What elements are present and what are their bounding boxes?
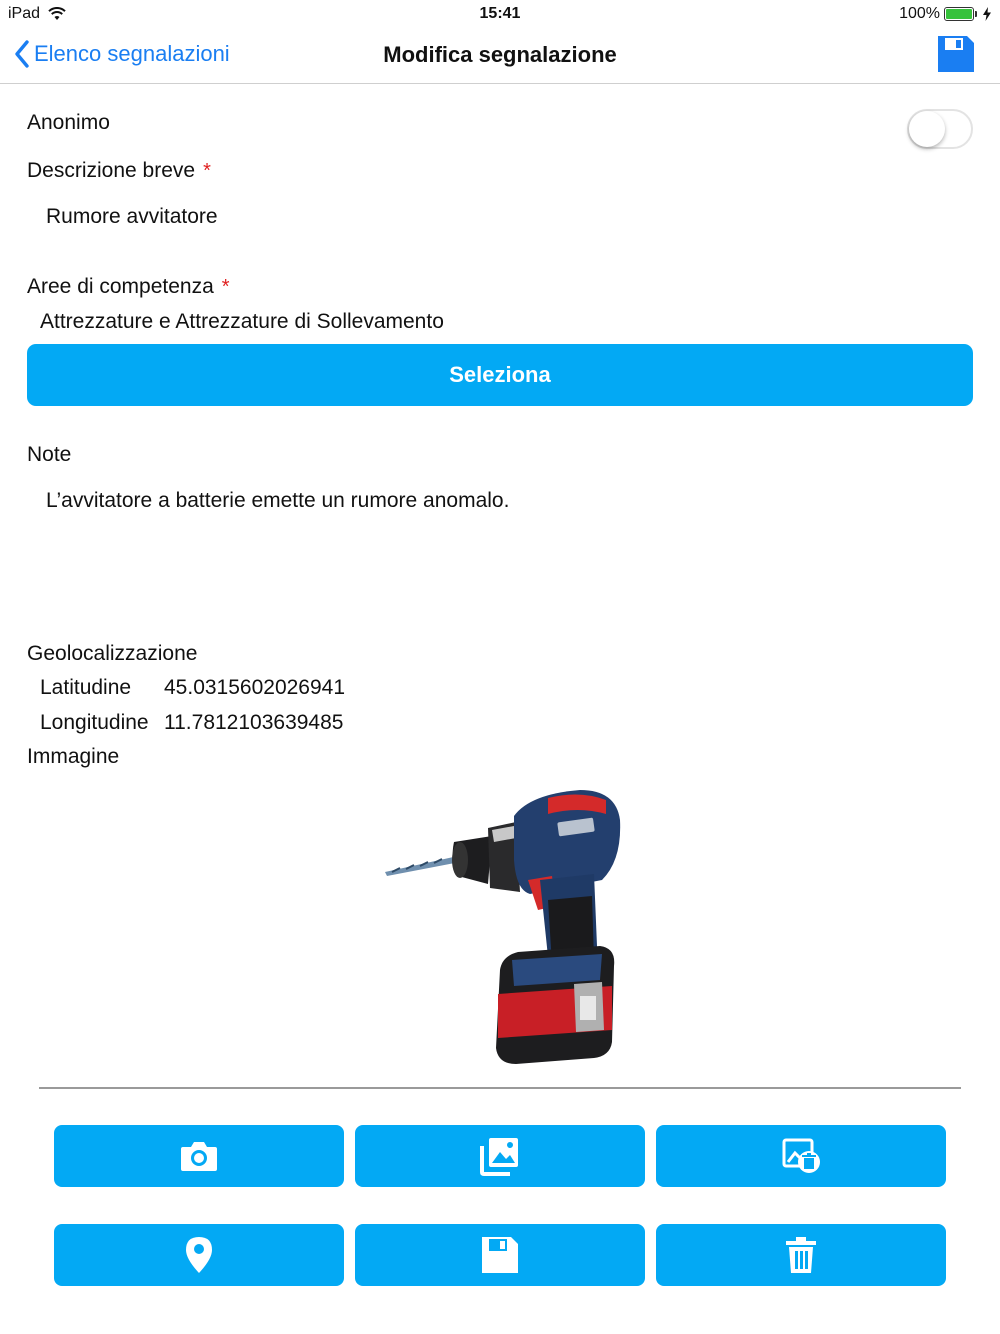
device-name: iPad xyxy=(8,5,41,22)
status-bar xyxy=(0,0,1000,28)
gallery-button[interactable] xyxy=(355,1125,645,1187)
required-mark: * xyxy=(203,160,211,182)
aree-label-text: Aree di competenza xyxy=(27,275,214,298)
latitude-label: Latitudine xyxy=(40,676,132,699)
descrizione-label xyxy=(27,159,211,183)
note-textarea[interactable]: L’avvitatore a batterie emette un rumore anomalo. xyxy=(46,489,510,512)
camera-icon xyxy=(179,1139,219,1173)
navigation-bar xyxy=(0,28,1000,84)
chevron-left-icon xyxy=(14,40,30,68)
get-location-button[interactable] xyxy=(54,1224,344,1286)
latitude-value: 45.0315602026941 xyxy=(164,676,346,699)
image-divider xyxy=(39,1087,961,1089)
battery-level xyxy=(946,9,972,19)
anonimo-label: Anonimo xyxy=(27,111,110,134)
trash-icon xyxy=(784,1235,818,1275)
descrizione-label-text: Descrizione breve xyxy=(27,159,196,182)
page-title: Modifica segnalazione xyxy=(383,42,617,67)
remove-image-button[interactable] xyxy=(656,1125,946,1187)
floppy-disk-icon xyxy=(480,1235,520,1275)
aree-value: Attrezzature e Attrezzature di Sollevamento xyxy=(40,310,444,333)
gallery-icon xyxy=(480,1136,520,1176)
geo-label: Geolocalizzazione xyxy=(27,642,198,665)
battery-icon xyxy=(944,7,974,21)
status-right xyxy=(899,5,992,23)
bolt-icon xyxy=(982,7,992,21)
note-label: Note xyxy=(27,443,72,466)
toggle-knob xyxy=(909,111,945,147)
longitude-label: Longitudine xyxy=(40,711,149,734)
battery-percent: 100% xyxy=(899,5,940,22)
back-button[interactable] xyxy=(14,40,230,68)
take-photo-button[interactable] xyxy=(54,1125,344,1187)
save-report-button[interactable] xyxy=(355,1224,645,1286)
floppy-disk-icon xyxy=(936,34,976,74)
required-mark: * xyxy=(221,276,230,298)
delete-image-icon xyxy=(781,1136,821,1176)
aree-label xyxy=(27,275,230,299)
save-button[interactable] xyxy=(936,34,976,79)
delete-report-button[interactable] xyxy=(656,1224,946,1286)
seleziona-button[interactable]: Seleziona xyxy=(27,344,973,406)
longitude-value: 11.7812103639485 xyxy=(164,711,344,734)
anonimo-toggle[interactable] xyxy=(907,109,973,149)
descrizione-input[interactable]: Rumore avvitatore xyxy=(46,205,218,228)
back-button-label: Elenco segnalazioni xyxy=(34,41,230,66)
location-pin-icon xyxy=(184,1235,214,1275)
cordless-drill-photo xyxy=(380,780,630,1070)
status-time: 15:41 xyxy=(479,5,521,22)
image-label: Immagine xyxy=(27,745,120,768)
